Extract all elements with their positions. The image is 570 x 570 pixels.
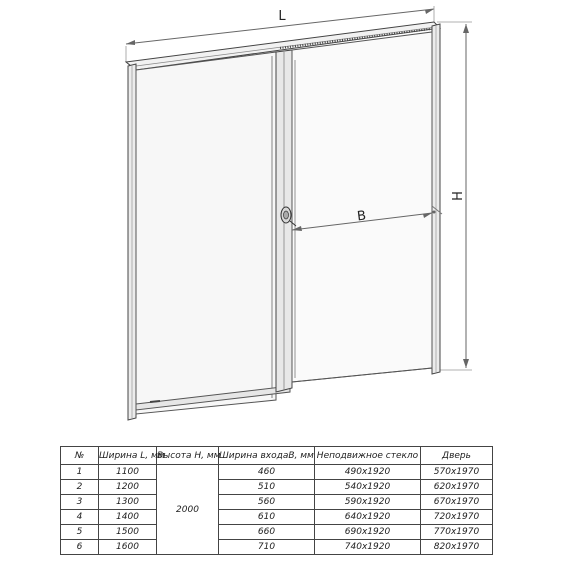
table-row <box>61 525 493 540</box>
cell-entry-width: 560 <box>219 495 315 510</box>
cell-number: 4 <box>61 510 99 525</box>
cell-fixed-glass: 740x1920 <box>315 540 421 555</box>
cell-door: 620x1970 <box>421 480 493 495</box>
cell-fixed-glass: 690x1920 <box>315 525 421 540</box>
right-wall-profile <box>432 24 440 374</box>
table-row <box>61 480 493 495</box>
cell-entry-width: 610 <box>219 510 315 525</box>
cell-door: 720x1970 <box>421 510 493 525</box>
table-row <box>61 540 493 555</box>
cell-height: 2000 <box>157 465 219 555</box>
cell-width: 1100 <box>99 465 157 480</box>
cell-number: 5 <box>61 525 99 540</box>
cell-entry-width: 710 <box>219 540 315 555</box>
cell-door: 670x1970 <box>421 495 493 510</box>
cell-number: 2 <box>61 480 99 495</box>
fixed-glass-panel <box>292 32 432 382</box>
table-row <box>61 465 493 480</box>
cell-entry-width: 510 <box>219 480 315 495</box>
header-door: Дверь <box>421 447 493 465</box>
cell-entry-width: 460 <box>219 465 315 480</box>
cell-width: 1400 <box>99 510 157 525</box>
table-row <box>61 510 493 525</box>
cell-width: 1200 <box>99 480 157 495</box>
cell-number: 6 <box>61 540 99 555</box>
left-wall-profile <box>128 64 136 420</box>
dimension-label-entry: B <box>356 208 367 225</box>
specs-header-row <box>61 447 493 465</box>
header-width: Ширина L, мм <box>99 447 157 465</box>
table-row <box>61 495 493 510</box>
cell-entry-width: 660 <box>219 525 315 540</box>
specs-table <box>60 446 493 555</box>
cell-width: 1600 <box>99 540 157 555</box>
cell-fixed-glass: 640x1920 <box>315 510 421 525</box>
sliding-door-panel <box>136 52 276 414</box>
cell-door: 820x1970 <box>421 540 493 555</box>
header-height: Высота H, мм <box>157 447 219 465</box>
cell-fixed-glass: 540x1920 <box>315 480 421 495</box>
cell-number: 3 <box>61 495 99 510</box>
dimension-label-height: H <box>451 191 466 201</box>
cell-door: 570x1970 <box>421 465 493 480</box>
header-number: № <box>61 447 99 465</box>
cell-width: 1500 <box>99 525 157 540</box>
header-fixed-glass: Неподвижное стекло <box>315 447 421 465</box>
cell-fixed-glass: 590x1920 <box>315 495 421 510</box>
header-entry-width: Ширина входаB, мм <box>219 447 315 465</box>
cell-door: 770x1970 <box>421 525 493 540</box>
cell-fixed-glass: 490x1920 <box>315 465 421 480</box>
cell-number: 1 <box>61 465 99 480</box>
cell-width: 1300 <box>99 495 157 510</box>
dimension-label-width: L <box>278 9 286 24</box>
